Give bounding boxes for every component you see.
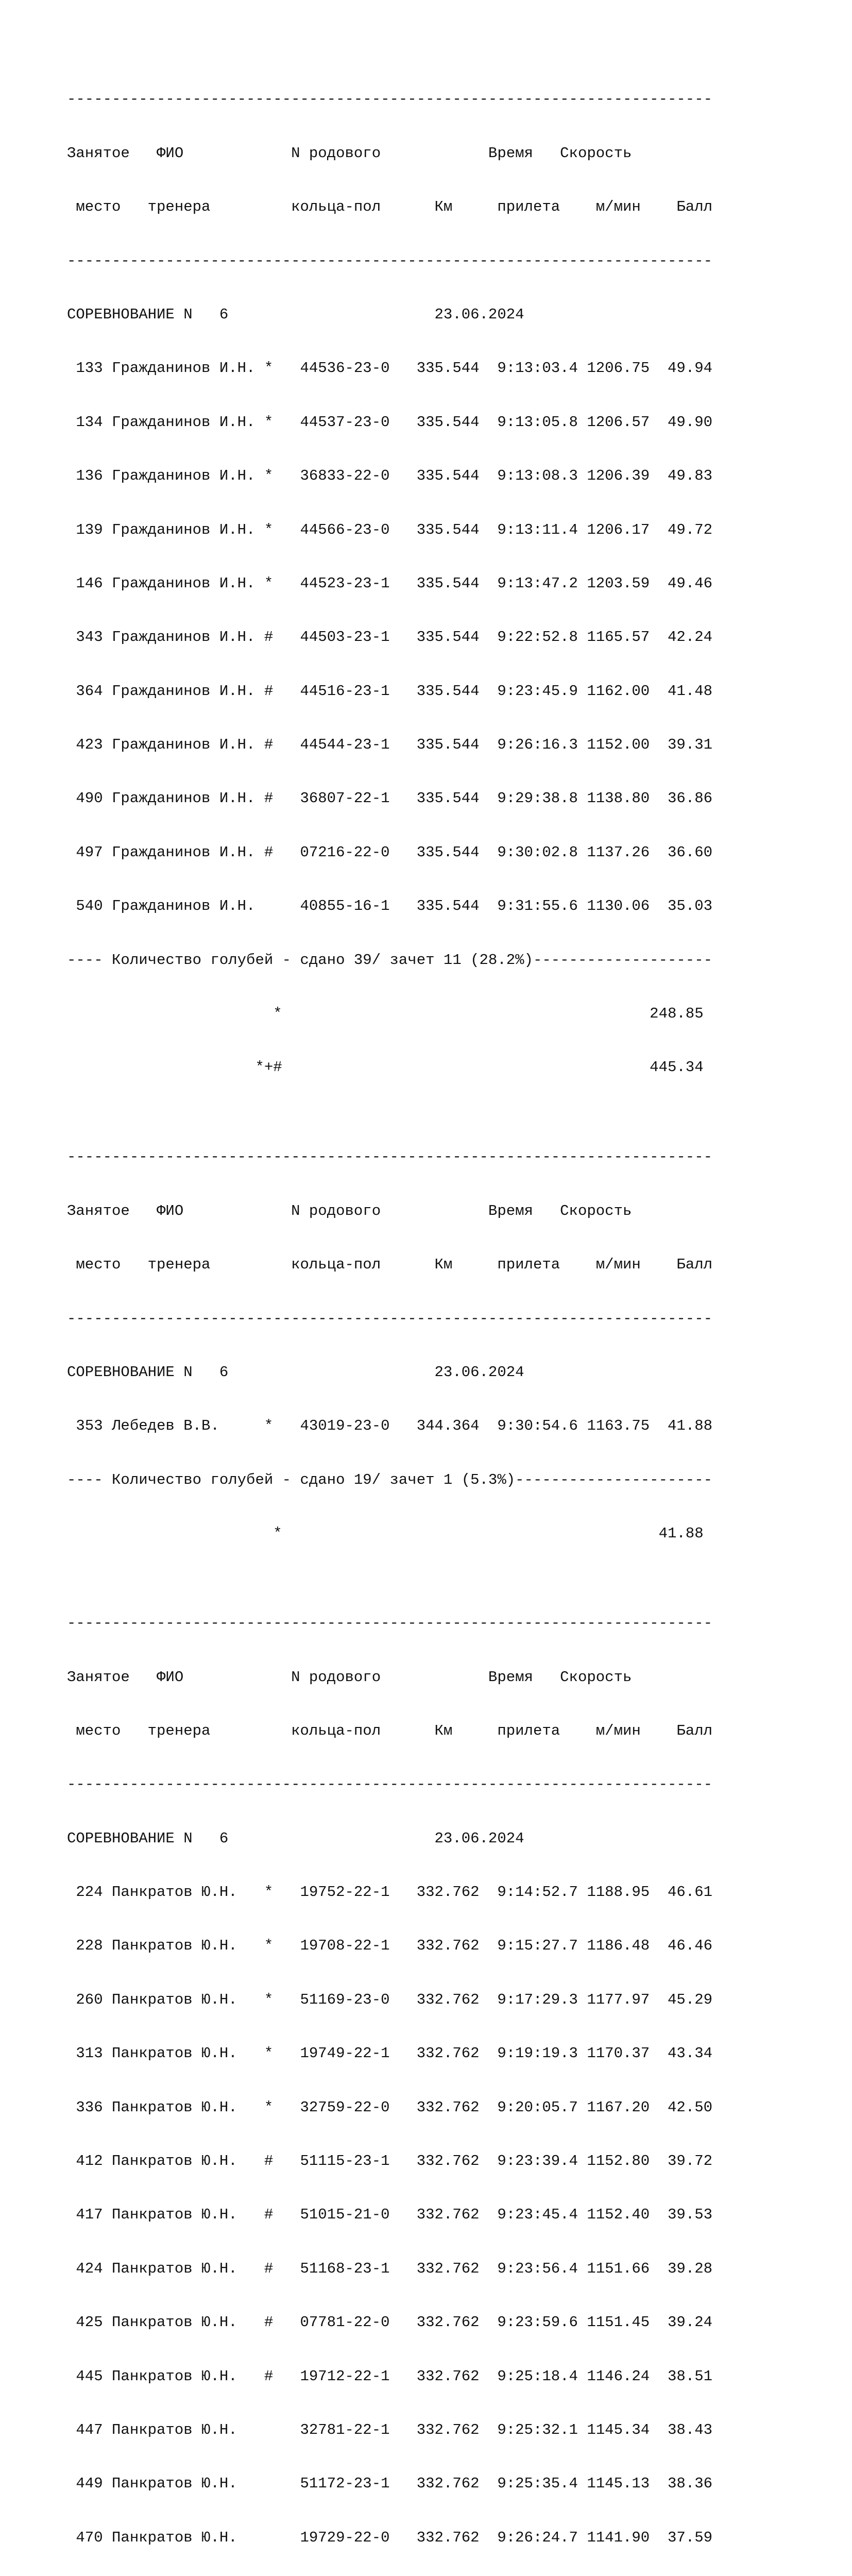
summary-line: ---- Количество голубей - сдано 19/ зачет 1 (5.3%)---------------------- [67,1471,713,1488]
separator-line: ------------------------------------------------------------------------ [67,252,713,269]
result-row: 134 Гражданинов И.Н. * 44537-23-0 335.544 9:13:05.8 1206.57 49.90 [67,413,713,431]
result-row: 424 Панкратов Ю.Н. # 51168-23-1 332.762 9:23:56.4 1151.66 39.28 [67,2260,713,2277]
column-header-line-2: место тренера кольца-пол Км прилета м/мин Балл [67,1722,713,1739]
result-row: 260 Панкратов Ю.Н. * 51169-23-0 332.762 9:17:29.3 1177.97 45.29 [67,1991,713,2008]
column-header-line-1: Занятое ФИО N родового Время Скорость [67,1668,632,1686]
result-row: 470 Панкратов Ю.Н. 19729-22-0 332.762 9:26:24.7 1141.90 37.59 [67,2529,713,2546]
competition-line: СОРЕВНОВАНИЕ N 6 23.06.2024 [67,306,524,323]
result-row: 336 Панкратов Ю.Н. * 32759-22-0 332.762 9:20:05.7 1167.20 42.50 [67,2098,713,2116]
column-header-line-2: место тренера кольца-пол Км прилета м/мин Балл [67,198,713,216]
result-row: 136 Гражданинов И.Н. * 36833-22-0 335.544 9:13:08.3 1206.39 49.83 [67,467,713,485]
result-row: 497 Гражданинов И.Н. # 07216-22-0 335.544 9:30:02.8 1137.26 36.60 [67,843,713,861]
result-row: 146 Гражданинов И.Н. * 44523-23-1 335.544 9:13:47.2 1203.59 49.46 [67,574,713,592]
result-row: 224 Панкратов Ю.Н. * 19752-22-1 332.762 9:14:52.7 1188.95 46.61 [67,1884,713,1901]
column-header-line-1: Занятое ФИО N родового Время Скорость [67,1202,632,1219]
result-row: 449 Панкратов Ю.Н. 51172-23-1 332.762 9:25:35.4 1145.13 38.36 [67,2475,713,2493]
total-line: *+# 445.34 [67,1059,704,1076]
separator-line: ------------------------------------------------------------------------ [67,1148,713,1166]
result-row: 412 Панкратов Ю.Н. # 51115-23-1 332.762 9:23:39.4 1152.80 39.72 [67,2153,713,2170]
summary-line: ---- Количество голубей - сдано 39/ зачет 11 (28.2%)-------------------- [67,951,713,969]
result-row: 445 Панкратов Ю.Н. # 19712-22-1 332.762 9:25:18.4 1146.24 38.51 [67,2367,713,2385]
competition-line: СОРЕВНОВАНИЕ N 6 23.06.2024 [67,1363,524,1381]
result-row: 353 Лебедев В.В. * 43019-23-0 344.364 9:30:54.6 1163.75 41.88 [67,1417,713,1435]
total-line: * 41.88 [67,1525,704,1543]
separator-line: ------------------------------------------------------------------------ [67,1776,713,1793]
result-row: 364 Гражданинов И.Н. # 44516-23-1 335.544 9:23:45.9 1162.00 41.48 [67,682,713,700]
competition-line: СОРЕВНОВАНИЕ N 6 23.06.2024 [67,1829,524,1847]
separator-line: ------------------------------------------------------------------------ [67,1615,713,1632]
result-row: 425 Панкратов Ю.Н. # 07781-22-0 332.762 9:23:59.6 1151.45 39.24 [67,2314,713,2331]
result-row: 313 Панкратов Ю.Н. * 19749-22-1 332.762 9:19:19.3 1170.37 43.34 [67,2045,713,2062]
result-row: 228 Панкратов Ю.Н. * 19708-22-1 332.762 9:15:27.7 1186.48 46.46 [67,1937,713,1955]
results-document [67,37,712,2576]
result-row: 139 Гражданинов И.Н. * 44566-23-0 335.544 9:13:11.4 1206.17 49.72 [67,521,713,538]
result-row: 133 Гражданинов И.Н. * 44536-23-0 335.544 9:13:03.4 1206.75 49.94 [67,360,713,377]
separator-line: ------------------------------------------------------------------------ [67,1310,713,1327]
separator-line: ------------------------------------------------------------------------ [67,91,713,108]
result-row: 417 Панкратов Ю.Н. # 51015-21-0 332.762 9:23:45.4 1152.40 39.53 [67,2206,713,2224]
result-row: 540 Гражданинов И.Н. 40855-16-1 335.544 9:31:55.6 1130.06 35.03 [67,897,713,915]
result-row: 343 Гражданинов И.Н. # 44503-23-1 335.544 9:22:52.8 1165.57 42.24 [67,629,713,646]
result-row: 423 Гражданинов И.Н. # 44544-23-1 335.544 9:26:16.3 1152.00 39.31 [67,736,713,754]
result-row: 447 Панкратов Ю.Н. 32781-22-1 332.762 9:25:32.1 1145.34 38.43 [67,2421,713,2438]
total-line: * 248.85 [67,1005,704,1023]
column-header-line-1: Занятое ФИО N родового Время Скорость [67,144,632,162]
result-row: 490 Гражданинов И.Н. # 36807-22-1 335.544 9:29:38.8 1138.80 36.86 [67,790,713,807]
column-header-line-2: место тренера кольца-пол Км прилета м/мин Балл [67,1256,713,1274]
